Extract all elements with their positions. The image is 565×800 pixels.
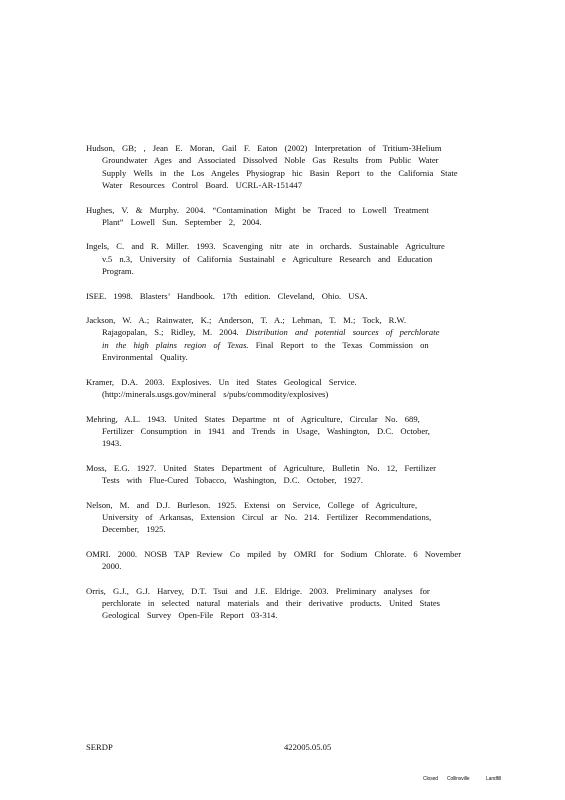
reference-line: Hudson, GB; , Jean E. Moran, Gail F. Eaton (2002) Interpretation of Tritium-3Helium — [86, 143, 442, 153]
reference-line: Supply Wells in the Los Angeles Physiograp hic Basin Report to the California State — [102, 167, 458, 178]
reference-line: Fertilizer Consumption in 1941 and Trends in Usage, Washington, D.C. October, — [102, 425, 430, 436]
reference-line: Nelson, M. and D.J. Burleson. 1925. Extensi on Service, College of Agriculture, — [86, 499, 418, 510]
reference-line: University of Arkansas, Extension Circul ar No. 214. Fertilizer Recommendations, — [102, 511, 432, 522]
reference-line: December, 1925. — [102, 524, 166, 535]
reference-line: Jackson, W. A.; Rainwater, K.; Anderson, T. A.; Lehman, T. M.; Tock, R.W. — [86, 315, 407, 326]
reference-line — [86, 339, 482, 351]
reference-line: Orris, G.J., G.J. Harvey, D.T. Tsui and J.E. Eldrige. 2003. Preliminary analyses for — [86, 585, 430, 596]
reference-line: Water Resources Control Board. UCRL-AR-151447 — [102, 180, 302, 191]
reference-line: Mehring, A.L. 1943. United States Departme nt of Agriculture, Circular No. 689, — [86, 413, 420, 424]
reference-line: 1943. — [102, 438, 122, 449]
header-stamp-collinsville: Collinsville — [447, 776, 470, 782]
reference-hudson — [86, 142, 482, 192]
reference-text: Final Report to the Texas Commission on — [248, 339, 429, 350]
reference-line: Program. — [102, 266, 134, 277]
reference-line: (http://minerals.usgs.gov/mineral s/pubs/commodity/explosives) — [102, 389, 329, 400]
reference-line: v.5 n.3, University of California Sustainabl e Agriculture Research and Education — [102, 253, 433, 264]
reference-ingels — [86, 240, 482, 277]
reference-jackson — [86, 314, 482, 364]
reference-line — [86, 326, 482, 338]
header-stamp-closed: Closed — [423, 776, 438, 782]
reference-line: Hughes, V. & Murphy. 2004. “Contamination Might be Traced to Lowell Treatment — [86, 204, 429, 215]
reference-line: Ingels, C. and R. Miller. 1993. Scavenging nitr ate in orchards. Sustainable Agriculture — [86, 241, 445, 252]
reference-line: Groundwater Ages and Associated Dissolved Noble Gas Results from Public Water — [102, 155, 439, 166]
reference-line: perchlorate in selected natural materials and their derivative products. United States — [102, 597, 441, 608]
reference-isee — [86, 290, 482, 302]
reference-hughes — [86, 204, 482, 229]
reference-mehring — [86, 413, 482, 450]
reference-line: Kramer, D.A. 2003. Explosives. Un ited States Geological Service. — [86, 376, 357, 387]
reference-line: Tests with Flue-Cured Tobacco, Washington, D.C. October, 1927. — [102, 475, 363, 486]
reference-orris — [86, 585, 482, 622]
reference-title-italic: in the high plains region of Texas. — [102, 339, 249, 350]
reference-line: Moss, E.G. 1927. United States Department of Agriculture, Bulletin No. 12, Fertilizer — [86, 462, 437, 473]
reference-list — [86, 142, 482, 622]
footer-org: SERDP — [86, 742, 113, 752]
reference-line: Plant” Lowell Sun. September 2, 2004. — [102, 217, 262, 228]
reference-omri — [86, 548, 482, 573]
footer-project-number: 422005.05.05 — [284, 742, 332, 752]
reference-line: OMRI. 2000. NOSB TAP Review Co mpiled by OMRI for Sodium Chlorate. 6 November — [86, 548, 462, 559]
reference-line: 2000. — [102, 561, 122, 572]
reference-kramer — [86, 376, 482, 401]
reference-line: Environmental Quality. — [102, 352, 188, 363]
reference-nelson — [86, 499, 482, 536]
reference-title-italic: Distribution and potential sources of perchlorate — [245, 327, 440, 338]
reference-line: Geological Survey Open-File Report 03-314. — [102, 610, 278, 621]
header-stamp-landfill: Landfill — [486, 776, 502, 782]
reference-text: Rajagopalan, S.; Ridley, M. 2004. — [102, 327, 246, 338]
reference-moss — [86, 462, 482, 487]
reference-line: ISEE. 1998. Blasters’ Handbook. 17th edition. Cleveland, Ohio. USA. — [86, 290, 368, 301]
